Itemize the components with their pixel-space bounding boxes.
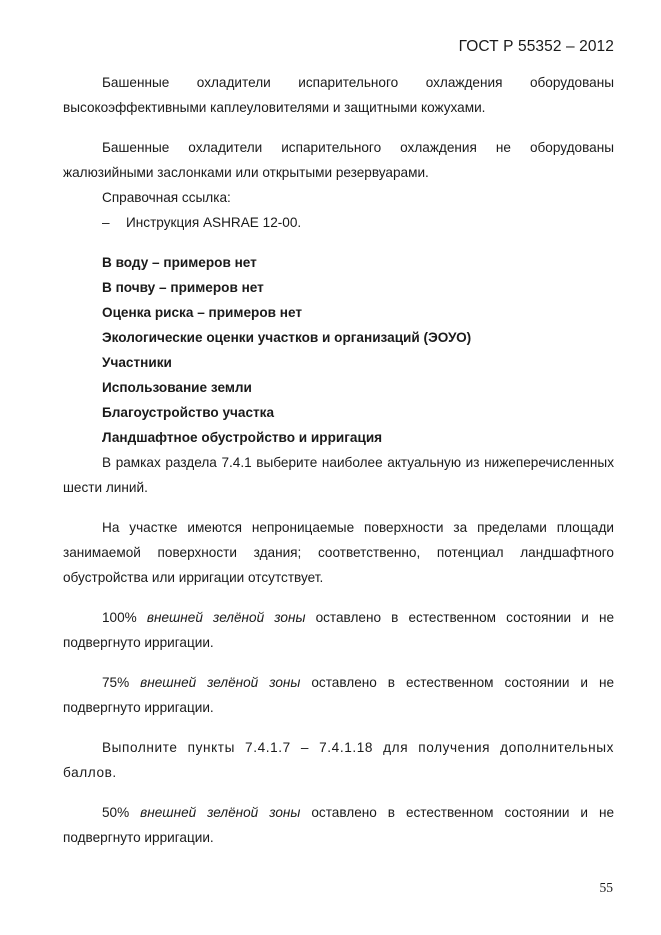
percent-75: 75% <box>102 675 141 690</box>
paragraph-75-tail: оставлено в естественном состоянии и не подвергнуто ирригации. <box>63 675 615 715</box>
paragraph-100-percent <box>63 605 614 655</box>
heading-environmental-assessments: Экологические оценки участков и организаций (ЭОУО) <box>102 330 472 345</box>
paragraph-cooling-towers-louvers: Башенные охладители испарительного охлаждения не оборудованы жалюзийными заслонками или открытыми резервуарами. <box>63 140 614 180</box>
paragraph-additional-points: Выполните пункты 7.4.1.7 – 7.4.1.18 для получения дополнительных баллов. <box>63 740 614 780</box>
reference-list-item <box>63 210 614 235</box>
paragraph-cooling-towers-eliminators: Башенные охладители испарительного охлаждения оборудованы высокоэффективными каплеуловителями и защитными кожухами. <box>63 75 614 115</box>
paragraph-select-line: В рамках раздела 7.4.1 выберите наиболее актуальную из нижеперечисленных шести линий. <box>63 455 614 495</box>
green-zone-term: внешней зелёной зоны <box>140 805 301 820</box>
heading-risk-assessment: Оценка риска – примеров нет <box>102 305 303 320</box>
heading-site-improvement: Благоустройство участка <box>102 405 275 420</box>
heading-participants: Участники <box>102 355 172 370</box>
heading-landscaping-irrigation: Ландшафтное обустройство и ирригация <box>102 430 383 445</box>
reference-label: Справочная ссылка: <box>102 190 231 205</box>
paragraph-100-tail: оставлено в естественном состоянии и не подвергнуто ирригации. <box>63 610 615 650</box>
standard-header: ГОСТ Р 55352 – 2012 <box>458 38 614 55</box>
paragraph-50-tail: оставлено в естественном состоянии и не подвергнуто ирригации. <box>63 805 615 845</box>
percent-50: 50% <box>102 805 141 820</box>
heading-land-use: Использование земли <box>102 380 252 395</box>
heading-soil: В почву – примеров нет <box>102 280 264 295</box>
list-dash: – <box>102 215 110 230</box>
document-body <box>63 70 614 850</box>
paragraph-50-percent <box>63 800 614 850</box>
paragraph-75-percent <box>63 670 614 720</box>
page-number: 55 <box>599 880 613 895</box>
reference-item-text: Инструкция ASHRAE 12-00. <box>126 215 302 230</box>
heading-water: В воду – примеров нет <box>102 255 257 270</box>
green-zone-term: внешней зелёной зоны <box>146 610 306 625</box>
percent-100: 100% <box>102 610 147 625</box>
paragraph-impervious-surfaces: На участке имеются непроницаемые поверхности за пределами площади занимаемой поверхности здания; соответственно, потенциал ландшафтного обустройства или ирригации отсутствует. <box>63 520 614 585</box>
green-zone-term: внешней зелёной зоны <box>140 675 301 690</box>
